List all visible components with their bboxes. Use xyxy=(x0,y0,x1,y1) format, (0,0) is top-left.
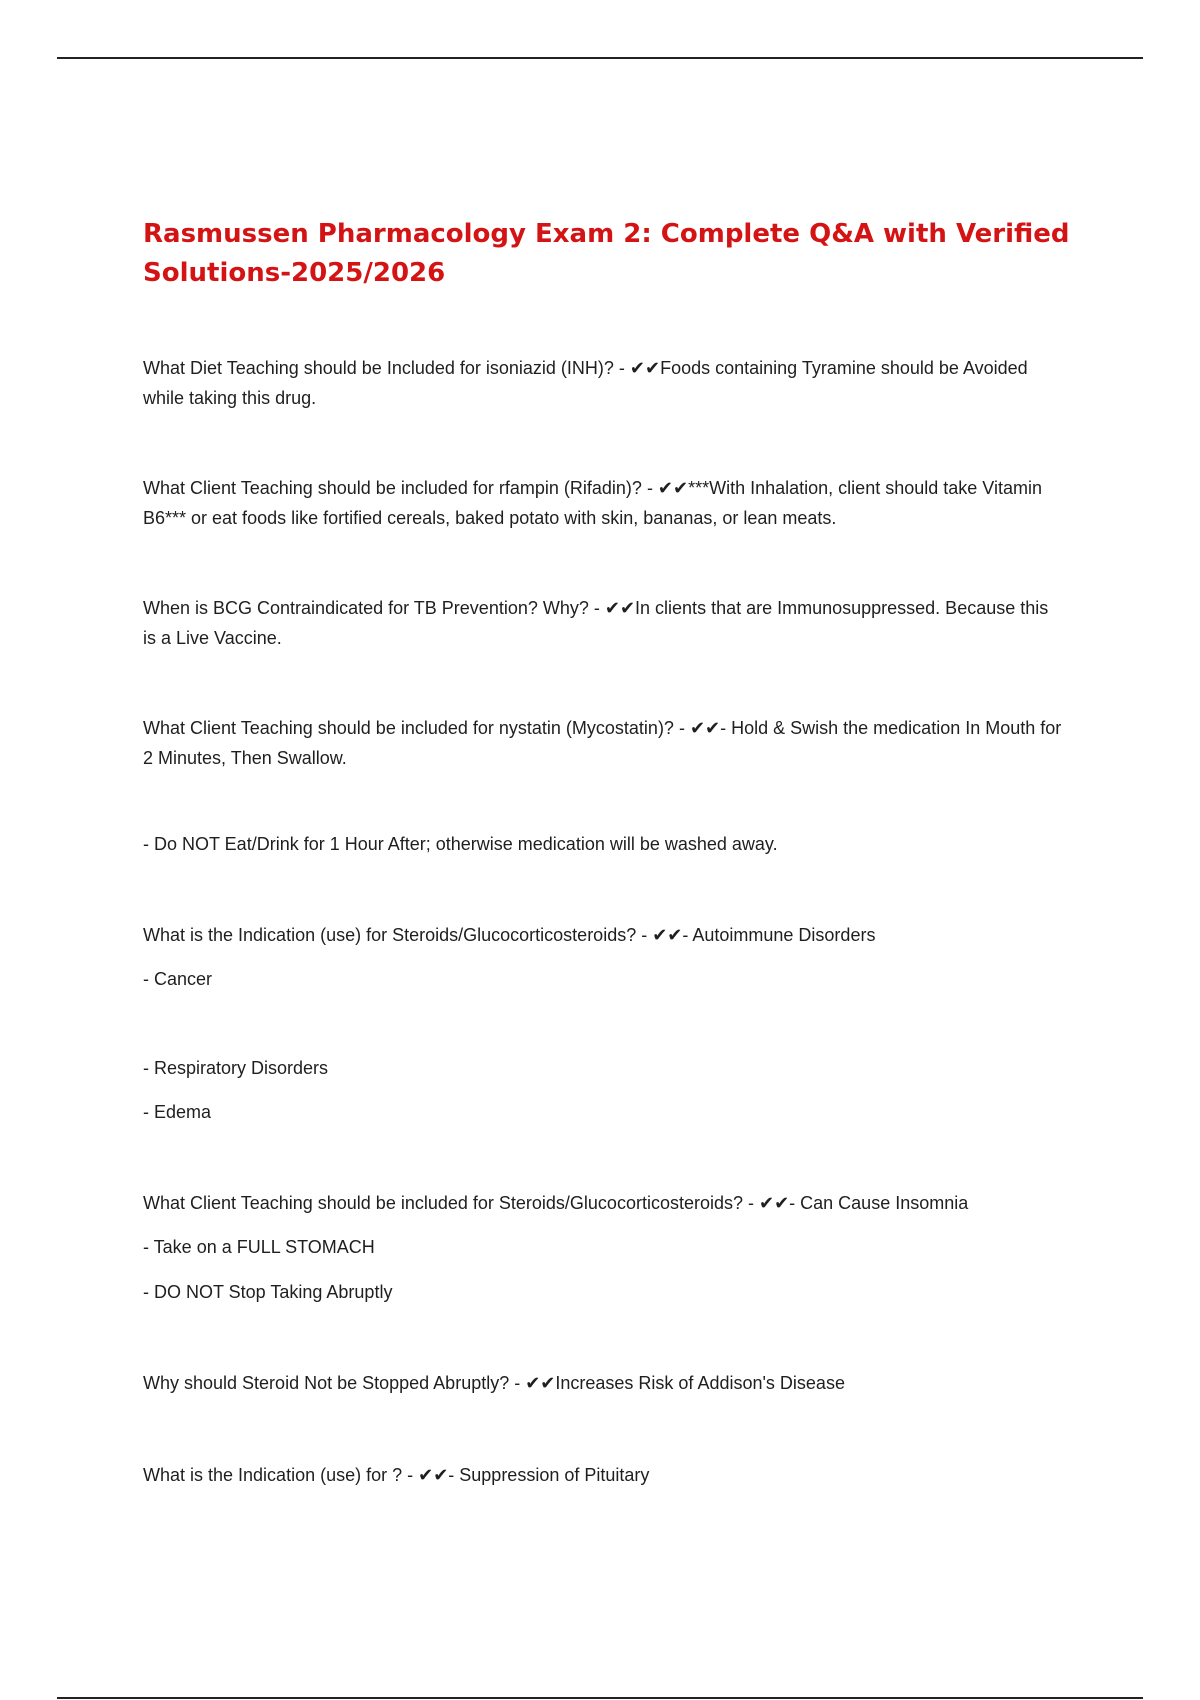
qa-entry-steroid-indication: What is the Indication (use) for Steroids/Glucocorticosteroids? - ✔✔- Autoimmune Disorders xyxy=(143,925,876,945)
list-item-respiratory: - Respiratory Disorders xyxy=(143,1058,329,1078)
qa-entry-steroid-abrupt: Why should Steroid Not be Stopped Abruptly? - ✔✔Increases Risk of Addison's Disease xyxy=(143,1373,845,1393)
qa-entry-pituitary: What is the Indication (use) for ? - ✔✔- Suppression of Pituitary xyxy=(143,1465,650,1485)
qa-entry-nystatin-note: - Do NOT Eat/Drink for 1 Hour After; otherwise medication will be washed away. xyxy=(143,834,778,854)
qa-entry-nystatin: What Client Teaching should be included for nystatin (Mycostatin)? - ✔✔- Hold & Swish the medication In Mouth for 2 Minutes, Then Swallow. xyxy=(143,718,1062,768)
qa-entry-isoniazid: What Diet Teaching should be Included for isoniazid (INH)? - ✔✔Foods containing Tyramine should be Avoided while taking this drug. xyxy=(143,358,1028,408)
qa-entry-steroid-teaching: What Client Teaching should be included for Steroids/Glucocorticosteroids? - ✔✔- Can Cause Insomnia xyxy=(143,1193,969,1213)
list-item-full-stomach: - Take on a FULL STOMACH xyxy=(143,1237,375,1257)
document-title: Rasmussen Pharmacology Exam 2: Complete Q&A with Verified Solutions-2025/2026 xyxy=(143,219,1070,288)
header-rule xyxy=(57,57,1143,59)
qa-entry-rifampin: What Client Teaching should be included for rfampin (Rifadin)? - ✔✔***With Inhalation, client should take Vitamin B6*** or eat foods like fortified cereals, baked potato with skin, bananas, or lean meats. xyxy=(143,478,1042,528)
list-item-cancer: - Cancer xyxy=(143,969,213,989)
footer-rule xyxy=(57,1697,1143,1699)
list-item-do-not-stop: - DO NOT Stop Taking Abruptly xyxy=(143,1282,393,1302)
qa-entry-bcg: When is BCG Contraindicated for TB Prevention? Why? - ✔✔In clients that are Immunosuppressed. Because this is a Live Vaccine. xyxy=(143,598,1049,648)
list-item-edema: - Edema xyxy=(143,1102,212,1122)
